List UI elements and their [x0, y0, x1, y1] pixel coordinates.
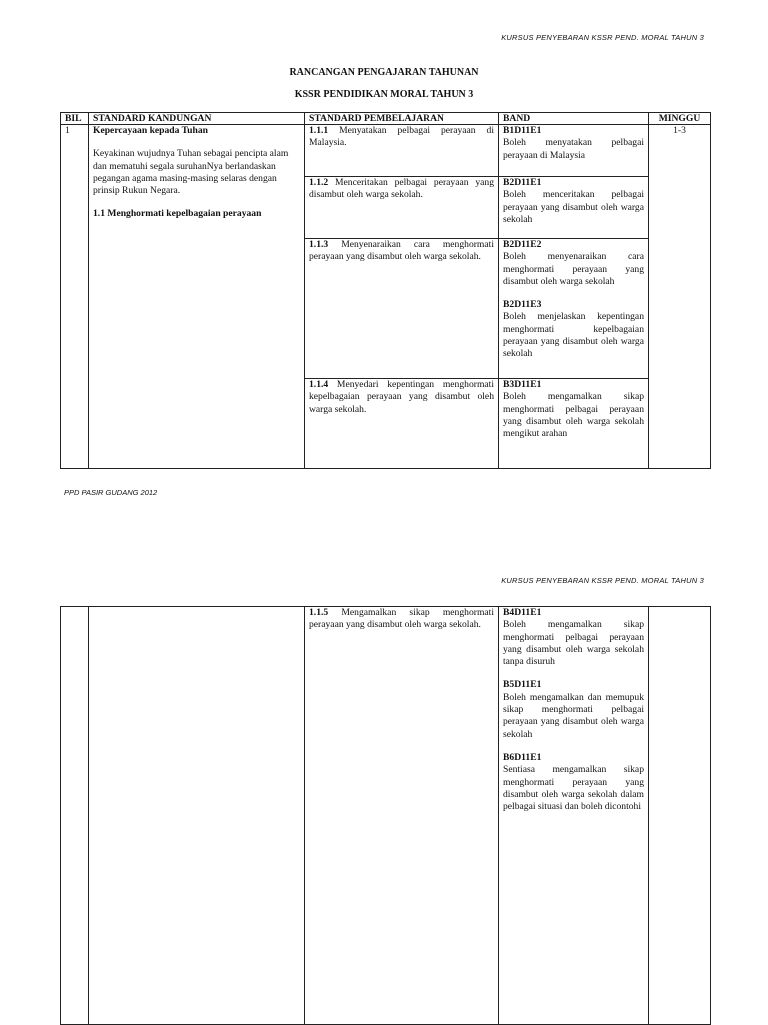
- kandungan-cell: [89, 125, 305, 469]
- band-text: Sentiasa mengamalkan sikap menghormati perayaan yang disambut oleh warga sekolah dalam pelbagai situasi dan boleh dicontohi: [503, 764, 644, 813]
- col-band: BAND: [499, 113, 649, 125]
- table-row: [61, 607, 711, 1025]
- band-text: Boleh menyenaraikan cara menghormati perayaan yang disambut oleh warga sekolah: [503, 251, 644, 287]
- sp-code: 1.1.2: [309, 177, 329, 188]
- sp-cell: [305, 177, 499, 239]
- band-code: B5D11E1: [503, 679, 542, 691]
- sp-cell: [305, 239, 499, 379]
- band-code: B6D11E1: [503, 751, 542, 763]
- minggu-cell: [649, 607, 711, 1025]
- sp-code: 1.1.5: [309, 607, 329, 618]
- page-header: KURSUS PENYEBARAN KSSR PEND. MORAL TAHUN 3: [501, 33, 704, 42]
- lesson-plan-table-continued: [60, 606, 711, 1025]
- page-footer: PPD PASIR GUDANG 2012: [64, 488, 158, 497]
- sp-text: Menceritakan pelbagai perayaan yang disambut oleh warga sekolah.: [309, 177, 494, 201]
- band-text: Boleh mengamalkan dan memupuk sikap menghormati pelbagai perayaan yang disambut oleh warga sekolah: [503, 691, 644, 740]
- sp-cell: [305, 607, 499, 1025]
- band-text: Boleh mengamalkan sikap menghormati pelbagai perayaan yang disambut oleh warga sekolah mengikut arahan: [503, 391, 644, 440]
- sp-code: 1.1.3: [309, 239, 329, 250]
- band-code: B2D11E3: [503, 299, 542, 311]
- band-code: B4D11E1: [503, 607, 542, 618]
- sp-cell: [305, 379, 499, 469]
- col-minggu: MINGGU: [649, 113, 711, 125]
- bil-cell: [61, 607, 89, 1025]
- band-text: Boleh menceritakan pelbagai perayaan yang disambut oleh warga sekolah: [503, 189, 644, 225]
- document-title: RANCANGAN PENGAJARAN TAHUNAN: [289, 67, 479, 78]
- kandungan-heading: Kepercayaan kepada Tuhan: [93, 125, 208, 136]
- kandungan-description: Keyakinan wujudnya Tuhan sebagai pencipta alam dan mematuhi segala suruhanNya berlandaskan pegangan agama masing-masing selaras dengan prinsip Rukun Negara.: [93, 148, 289, 197]
- band-cell: [499, 125, 649, 177]
- sp-cell: [305, 125, 499, 177]
- band-code: B2D11E2: [503, 239, 542, 250]
- band-cell: [499, 607, 649, 1025]
- band-text: Boleh menjelaskan kepentingan menghormati kepelbagaian perayaan yang disambut oleh warga sekolah: [503, 311, 644, 360]
- page-header: KURSUS PENYEBARAN KSSR PEND. MORAL TAHUN 3: [501, 576, 704, 585]
- band-cell: [499, 177, 649, 239]
- kandungan-subtopic: 1.1 Menghormati kepelbagaian perayaan: [93, 208, 262, 220]
- bil-cell: 1: [61, 125, 89, 469]
- sp-text: Menyenaraikan cara menghormati perayaan yang disambut oleh warga sekolah.: [309, 239, 494, 263]
- sp-code: 1.1.1: [309, 125, 329, 136]
- band-cell: [499, 239, 649, 379]
- col-standard-pembelajaran: STANDARD PEMBELAJARAN: [305, 113, 499, 125]
- sp-text: Mengamalkan sikap menghormati perayaan yang disambut oleh warga sekolah.: [309, 607, 494, 631]
- minggu-cell: 1-3: [649, 125, 711, 469]
- sp-text: Menyatakan pelbagai perayaan di Malaysia.: [309, 125, 494, 149]
- lesson-plan-table: [60, 112, 711, 469]
- table-header-row: [61, 113, 711, 125]
- band-code: B1D11E1: [503, 125, 542, 136]
- band-cell: [499, 379, 649, 469]
- band-code: B2D11E1: [503, 177, 542, 188]
- band-code: B3D11E1: [503, 379, 542, 390]
- sp-code: 1.1.4: [309, 379, 329, 390]
- band-text: Boleh menyatakan pelbagai perayaan di Malaysia: [503, 137, 644, 161]
- document-subtitle: KSSR PENDIDIKAN MORAL TAHUN 3: [294, 89, 474, 100]
- col-standard-kandungan: STANDARD KANDUNGAN: [89, 113, 305, 125]
- col-bil: BIL: [61, 113, 89, 125]
- kandungan-cell: [89, 607, 305, 1025]
- table-row: [61, 125, 711, 177]
- sp-text: Menyedari kepentingan menghormati kepelbagaian perayaan yang disambut oleh warga sekolah.: [309, 379, 494, 415]
- band-text: Boleh mengamalkan sikap menghormati pelbagai perayaan yang disambut oleh warga sekolah tanpa disuruh: [503, 619, 644, 668]
